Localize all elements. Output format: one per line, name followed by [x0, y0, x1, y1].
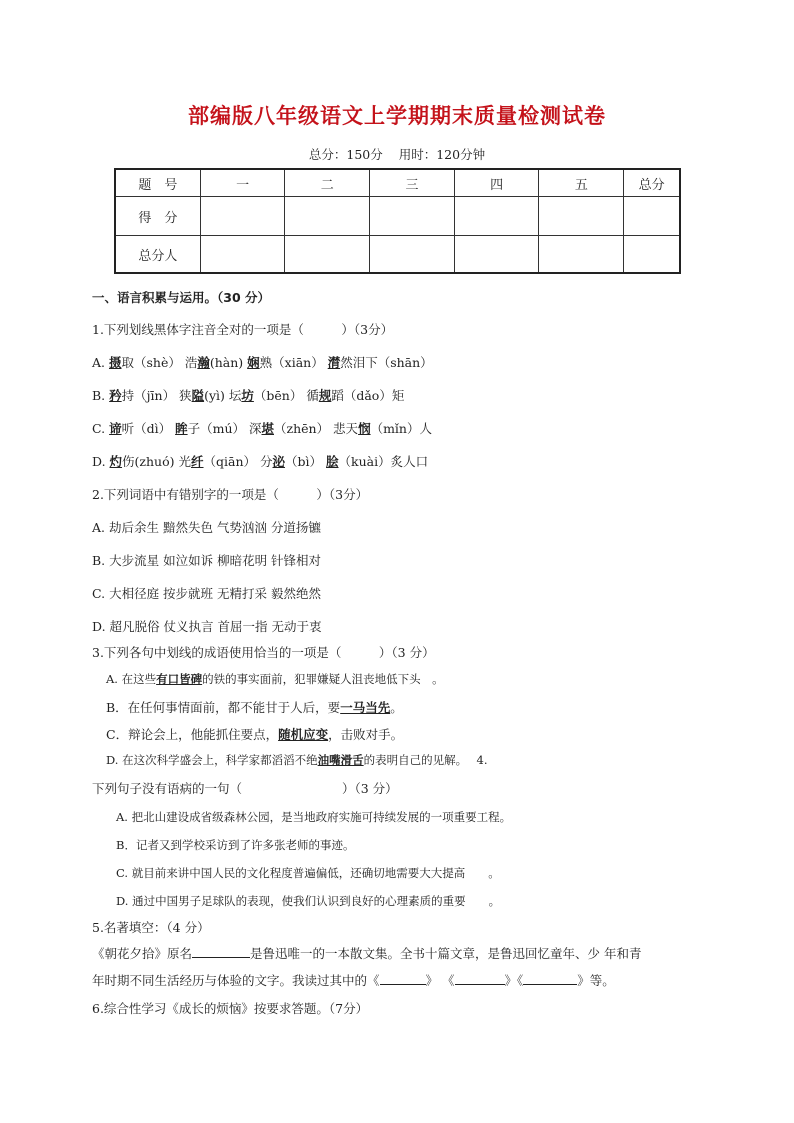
q1-option-a: [92, 353, 433, 371]
option-text: B．在任何事情面前，都不能甘于人后，要: [106, 700, 341, 715]
option-text: （bì）: [285, 454, 326, 469]
q2-option-d: D. 超凡脱俗 仗义执言 首屈一指 无动于衷: [92, 619, 322, 634]
header-cell: 五: [539, 169, 624, 197]
score-row: [115, 197, 680, 236]
score-cell[interactable]: [285, 197, 370, 236]
option-text: A. 在这些: [106, 672, 157, 686]
option-text: 的铁的事实面前，犯罪嫌疑人沮丧地低下头 。: [202, 672, 444, 686]
underlined-idiom: 一马当先: [340, 700, 391, 715]
option-text: (hàn): [209, 355, 248, 370]
q5-line-2: [92, 971, 615, 989]
option-text: D.: [92, 454, 110, 469]
section-heading: 一、语言积累与运用。（30 分）: [92, 290, 270, 305]
marked-char: 灼: [109, 454, 123, 469]
marked-char: 矜: [109, 388, 122, 403]
total-score: 总分：150分: [308, 147, 383, 162]
q3-stem: 3.下列各句中划线的成语使用恰当的一项是（ ）（3 分）: [92, 645, 435, 660]
marked-char: 泌: [272, 454, 286, 469]
marked-char: 悯: [358, 421, 371, 436]
answer-blank[interactable]: [455, 972, 505, 985]
option-text: ，击败对手。: [328, 727, 404, 742]
exam-meta: [0, 145, 794, 163]
underlined-idiom: 有口皆碑: [156, 672, 203, 686]
option-text: 听（dì）: [121, 421, 176, 436]
marked-char: 隘: [191, 388, 205, 403]
option-text: （zhēn） 悲天: [274, 421, 359, 436]
q4-stem: 下列句子没有语病的一句（ ）（3 分）: [92, 781, 398, 796]
q4-option-a: A. 把北山建设成省级森林公园，是当地政府实施可持续发展的一项重要工程。: [116, 810, 512, 824]
q4-option-c: C. 就目前来讲中国人民的文化程度普遍偏低，还确切地需要大大提高 。: [116, 866, 500, 880]
q5-text: 》《: [504, 973, 524, 988]
marked-char: 眸: [175, 421, 188, 436]
underlined-idiom: 油嘴滑舌: [317, 753, 364, 767]
option-text: 熟（xiān）: [259, 355, 328, 370]
q3-option-c: [106, 725, 403, 743]
q3-option-b: [106, 698, 403, 716]
q3-option-d: [106, 752, 488, 768]
q1-option-d: [92, 452, 428, 470]
q5-text: 》等。: [577, 973, 615, 988]
marked-char: 潸: [327, 355, 341, 370]
option-text: （bēn） 循: [253, 388, 319, 403]
scorer-row: [115, 236, 680, 274]
header-cell: 四: [454, 169, 539, 197]
header-cell: 二: [285, 169, 370, 197]
q1-stem: 1.下列划线黑体字注音全对的一项是（ ）（3分）: [92, 322, 394, 337]
q5-stem: 5.名著填空：（4 分）: [92, 920, 210, 935]
option-text: 的表明自己的见解。 4.: [363, 753, 488, 767]
option-text: C．辩论会上，他能抓住要点，: [106, 727, 279, 742]
marked-char: 脍: [326, 454, 339, 469]
marked-char: 娴: [247, 355, 260, 370]
option-text: （mǐn）人: [370, 421, 432, 436]
option-text: 。: [390, 700, 403, 715]
row-label: 总分人: [115, 236, 200, 274]
q2-option-a: A. 劫后余生 黯然失色 气势汹汹 分道扬镳: [92, 520, 321, 535]
option-text: 持（jīn） 狭: [121, 388, 192, 403]
time-limit: 用时：120分钟: [398, 147, 486, 162]
marked-char: 堪: [261, 421, 274, 436]
q1-option-b: [92, 386, 404, 404]
option-text: 伤(zhuó) 光: [122, 454, 191, 469]
underlined-idiom: 随机应变: [278, 727, 329, 742]
answer-blank[interactable]: [523, 972, 577, 985]
score-table: [114, 168, 681, 274]
header-cell: 题 号: [115, 169, 200, 197]
marked-char: 谛: [109, 421, 122, 436]
q5-text: 》 《: [425, 973, 455, 988]
q2-option-c: C. 大相径庭 按步就班 无精打采 毅然绝然: [92, 586, 321, 601]
option-text: A.: [92, 355, 109, 370]
option-text: D. 在这次科学盛会上，科学家都滔滔不绝: [106, 753, 318, 767]
q4-option-d: D. 通过中国男子足球队的表现，使我们认识到良好的心理素质的重要 。: [116, 894, 501, 908]
q4-option-b: B．记者又到学校采访到了许多张老师的事迹。: [116, 838, 355, 852]
q5-text: 《朝花夕拾》原名: [92, 946, 193, 961]
marked-char: 纤: [191, 454, 204, 469]
scorer-cell[interactable]: [539, 236, 624, 274]
marked-char: 瀚: [197, 355, 210, 370]
score-cell[interactable]: [200, 197, 285, 236]
scorer-cell[interactable]: [285, 236, 370, 274]
scorer-cell[interactable]: [454, 236, 539, 274]
marked-char: 坊: [241, 388, 254, 403]
option-text: B.: [92, 388, 110, 403]
marked-char: 摄: [108, 355, 122, 370]
header-cell: 三: [370, 169, 455, 197]
option-text: 蹈（dǎo）矩: [331, 388, 405, 403]
q2-option-b: B. 大步流星 如泣如诉 柳暗花明 针锋相对: [92, 553, 322, 568]
header-cell: 总分: [624, 169, 680, 197]
q2-stem: 2.下列词语中有错别字的一项是（ ）（3分）: [92, 487, 369, 502]
score-table-header: [115, 169, 680, 197]
answer-blank[interactable]: [380, 972, 426, 985]
option-text: 子（mú） 深: [187, 421, 262, 436]
q1-option-c: [92, 419, 432, 437]
q5-line-1: [92, 944, 642, 962]
q5-text: 是鲁迅唯一的一本散文集。全书十篇文章，是鲁迅回忆童年、少 年和青: [250, 946, 642, 961]
header-cell: 一: [200, 169, 285, 197]
score-cell[interactable]: [624, 197, 680, 236]
scorer-cell[interactable]: [624, 236, 680, 274]
q3-option-a: [106, 671, 444, 687]
score-cell[interactable]: [539, 197, 624, 236]
marked-char: 规: [318, 388, 332, 403]
option-text: （kuài）炙人口: [338, 454, 429, 469]
option-text: (yì) 坛: [204, 388, 242, 403]
row-label: 得 分: [115, 197, 200, 236]
score-cell[interactable]: [370, 197, 455, 236]
scorer-cell[interactable]: [370, 236, 455, 274]
option-text: （qiān） 分: [203, 454, 273, 469]
answer-blank[interactable]: [192, 945, 250, 958]
option-text: 然泪下（shān）: [340, 355, 433, 370]
option-text: 取（shè） 浩: [121, 355, 198, 370]
option-text: C.: [92, 421, 110, 436]
q6-stem: 6.综合性学习《成长的烦恼》按要求答题。（7分）: [92, 1001, 369, 1016]
score-cell[interactable]: [454, 197, 539, 236]
scorer-cell[interactable]: [200, 236, 285, 274]
q5-text: 年时期不同生活经历与体验的文字。我读过其中的《: [92, 973, 380, 988]
exam-title: 部编版八年级语文上学期期末质量检测试卷: [188, 104, 606, 128]
